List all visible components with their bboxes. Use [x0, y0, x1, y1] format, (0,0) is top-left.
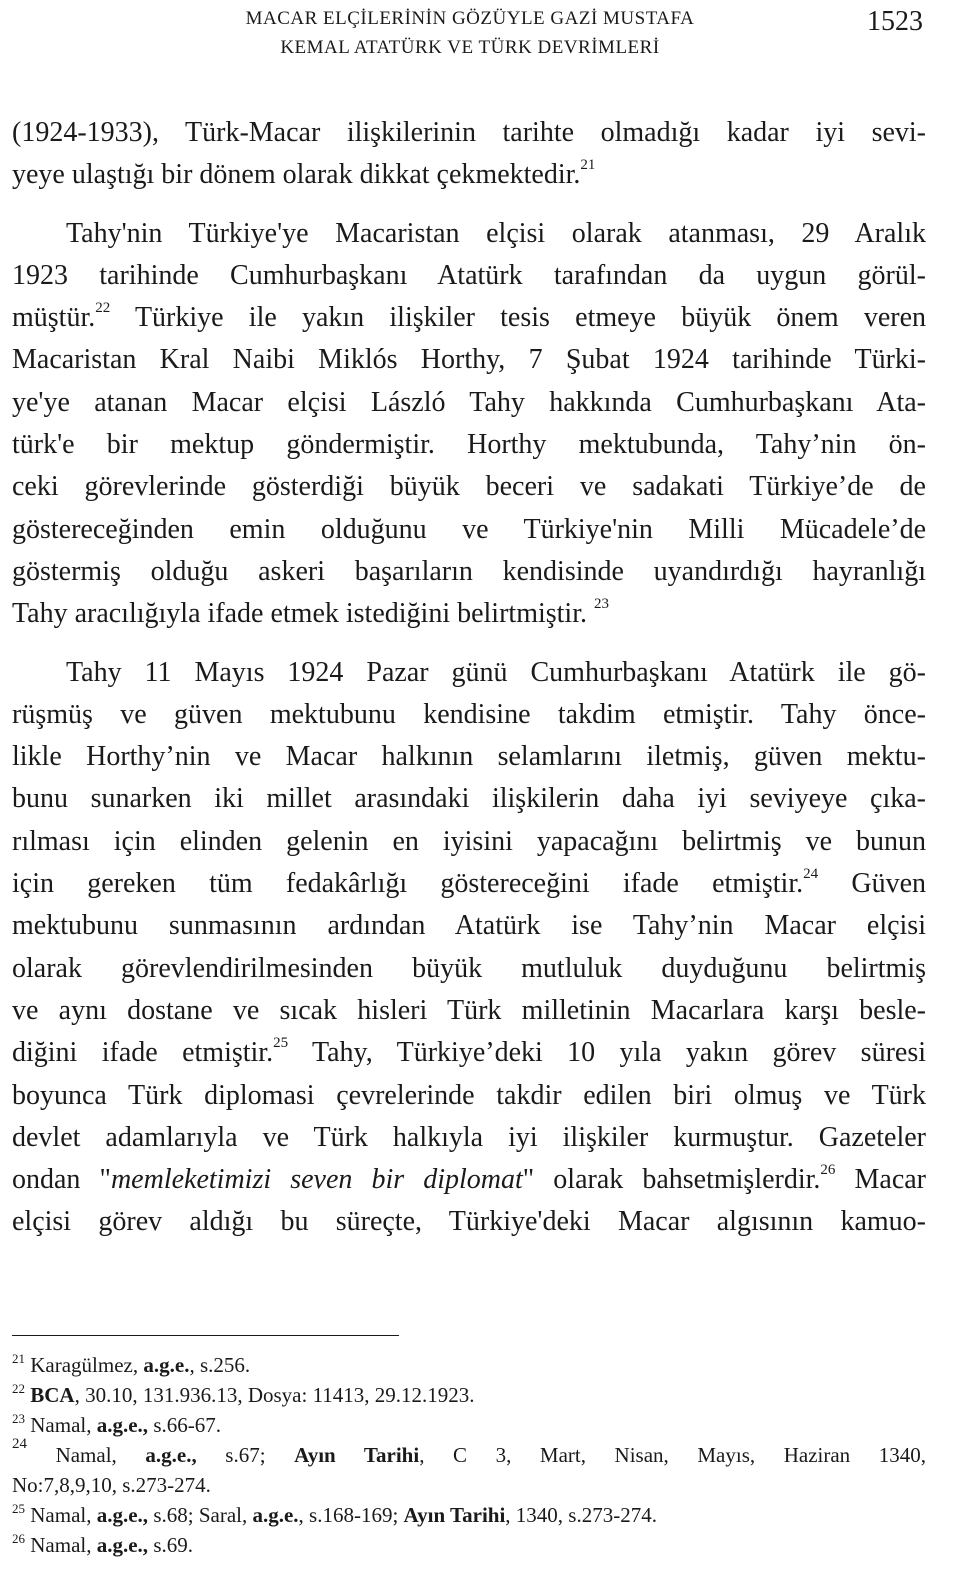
text-line: rılması için elinden gelenin en iyisini yapacağını belirtmiş ve bunun	[12, 825, 926, 857]
footnote-25	[12, 1500, 926, 1530]
text-run: Macar	[835, 1164, 927, 1196]
text-line: boyunca Türk diplomasi çevrelerinde takdir edilen biri olmuş ve Türk	[12, 1079, 926, 1111]
footnote-ref-22[interactable]: 22	[95, 300, 111, 317]
text-line: (1924-1933), Türk-Macar ilişkilerinin tarihte olmadığı kadar iyi sevi-	[12, 117, 926, 148]
text-line: ye'ye atanan Macar elçisi László Tahy hakkında Cumhurbaşkanı Ata-	[12, 386, 926, 418]
footnote-divider	[12, 1335, 399, 1336]
text-line: elçisi görev aldığı bu süreçte, Türkiye'deki Macar algısının kamuo-	[12, 1206, 926, 1238]
footnote-bold: a.g.e.,	[96, 1533, 149, 1557]
footnote-24	[12, 1436, 926, 1470]
text-line	[12, 154, 926, 196]
footnote-text: , s.256.	[189, 1353, 251, 1377]
footnote-text: s.68; Saral,	[148, 1503, 253, 1527]
text-line	[12, 1159, 926, 1201]
footnote-number: 25	[12, 1501, 25, 1516]
text-line: Macaristan Kral Naibi Miklós Horthy, 7 Şubat 1924 tarihinde Türki-	[12, 344, 926, 376]
text-line: ceki görevlerinde gösterdiği büyük beceri ve sadakati Türkiye’de de	[12, 471, 926, 503]
text-run: yeye ulaştığı bir dönem olarak dikkat çekmektedir.	[12, 159, 581, 191]
footnote-23	[12, 1410, 926, 1440]
text-run: Tahy aracılığıyla ifade etmek istediğini belirtmiştir.	[12, 598, 594, 630]
footnote-bold: a.g.e.	[252, 1503, 299, 1527]
footnote-text: , C 3, Mart, Nisan, Mayıs, Haziran 1340,	[419, 1443, 926, 1467]
footnote-24-continued: No:7,8,9,10, s.273-274.	[12, 1473, 211, 1497]
footnote-text: , 1340, s.273-274.	[505, 1503, 657, 1527]
text-line: türk'e bir mektup göndermiştir. Horthy mektubunda, Tahy’nin ön-	[12, 429, 926, 461]
footnote-bold: Ayın Tarihi	[403, 1503, 506, 1527]
text-line: Tahy 11 Mayıs 1924 Pazar günü Cumhurbaşkanı Atatürk ile gö-	[66, 656, 926, 688]
header-title-line-2: KEMAL ATATÜRK VE TÜRK DEVRİMLERİ	[280, 37, 660, 58]
footnote-22	[12, 1380, 926, 1410]
footnote-text: Namal,	[25, 1503, 97, 1527]
footnote-text: Karagülmez,	[25, 1353, 144, 1377]
text-line: 1923 tarihinde Cumhurbaşkanı Atatürk tarafından da uygun görül-	[12, 259, 926, 291]
footnote-text: Namal,	[25, 1533, 97, 1557]
footnote-ref-23[interactable]: 23	[593, 596, 609, 613]
text-run: diğini ifade etmiştir.	[12, 1037, 274, 1069]
text-line: ve aynı dostane ve sıcak hisleri Türk milletinin Macarlara karşı besle-	[12, 994, 926, 1026]
paragraph-3	[12, 652, 926, 1244]
footnote-bold: a.g.e.,	[96, 1503, 149, 1527]
text-run: Türkiye ile yakın ilişkiler tesis etmeye büyük önem veren	[110, 302, 926, 334]
footnote-text: , 30.10, 131.936.13, Dosya: 11413, 29.12.1923.	[74, 1383, 475, 1407]
text-line: göstereceğinden emin olduğunu ve Türkiye'nin Milli Mücadele’de	[12, 513, 926, 545]
footnote-bold: Ayın Tarihi	[294, 1443, 420, 1467]
text-line: göstermiş olduğu askeri başarıların kendisinde uyandırdığı hayranlığı	[12, 555, 926, 587]
paragraph-2	[12, 213, 926, 636]
text-line: olarak görevlendirilmesinden büyük mutluluk duyduğunu belirtmiş	[12, 952, 926, 984]
footnote-bold: BCA	[30, 1383, 75, 1407]
page-number: 1523	[867, 6, 923, 37]
footnote-ref-21[interactable]: 21	[580, 157, 596, 174]
footnotes	[12, 1350, 926, 1560]
text-run: için gereken tüm fedakârlığı göstereceğini ifade etmiştir.	[12, 868, 804, 900]
running-header	[0, 4, 971, 64]
text-line	[12, 297, 926, 339]
footnote-number: 21	[12, 1351, 25, 1366]
footnote-21	[12, 1350, 926, 1380]
footnote-number: 22	[12, 1381, 25, 1396]
text-run: " olarak bahsetmişlerdir.	[522, 1164, 821, 1196]
footnote-text: s.66-67.	[148, 1413, 221, 1437]
footnote-number: 26	[12, 1531, 25, 1546]
text-line: rüşmüş ve güven mektubunu kendisine takdim etmiştir. Tahy önce-	[12, 698, 926, 730]
text-run: Güven	[818, 868, 926, 900]
footnote-text: Namal,	[25, 1413, 97, 1437]
body-text	[12, 112, 926, 1244]
footnote-bold: a.g.e.	[143, 1353, 190, 1377]
text-line: Tahy'nin Türkiye'ye Macaristan elçisi olarak atanması, 29 Aralık	[66, 217, 926, 249]
footnote-text: s.69.	[148, 1533, 193, 1557]
footnote-text: s.67;	[196, 1443, 295, 1467]
footnote-text: , s.168-169;	[298, 1503, 404, 1527]
text-line: likle Horthy’nin ve Macar halkının selamlarını iletmiş, güven mektu-	[12, 741, 926, 773]
footnote-bold: a.g.e.,	[96, 1413, 149, 1437]
footnote-bold: a.g.e.,	[145, 1443, 197, 1467]
footnote-ref-25[interactable]: 25	[273, 1035, 289, 1052]
header-title-line-1: MACAR ELÇİLERİNİN GÖZÜYLE GAZİ MUSTAFA	[245, 8, 695, 29]
text-run: ondan "	[12, 1164, 111, 1196]
footnote-number: 24	[12, 1436, 27, 1452]
text-line	[12, 593, 926, 635]
paragraph-1	[12, 112, 926, 197]
header-title	[150, 4, 790, 62]
text-run: Tahy, Türkiye’deki 10 yıla yakın görev süresi	[288, 1037, 926, 1069]
text-line: devlet adamlarıyla ve Türk halkıyla iyi ilişkiler kurmuştur. Gazeteler	[12, 1121, 926, 1153]
footnote-ref-24[interactable]: 24	[803, 866, 819, 883]
quoted-phrase: memleketimizi seven bir diplomat	[110, 1164, 523, 1196]
text-line	[12, 863, 926, 905]
footnote-26	[12, 1530, 926, 1560]
footnote-ref-26[interactable]: 26	[820, 1162, 836, 1179]
footnote-text: Namal,	[27, 1443, 146, 1467]
text-line	[12, 1032, 926, 1074]
text-run: müştür.	[12, 302, 96, 334]
text-line: mektubunu sunmasının ardından Atatürk ise Tahy’nin Macar elçisi	[12, 910, 926, 942]
footnote-number: 23	[12, 1411, 25, 1426]
text-line: bunu sunarken iki millet arasındaki ilişkilerin daha iyi seviyeye çıka-	[12, 783, 926, 815]
